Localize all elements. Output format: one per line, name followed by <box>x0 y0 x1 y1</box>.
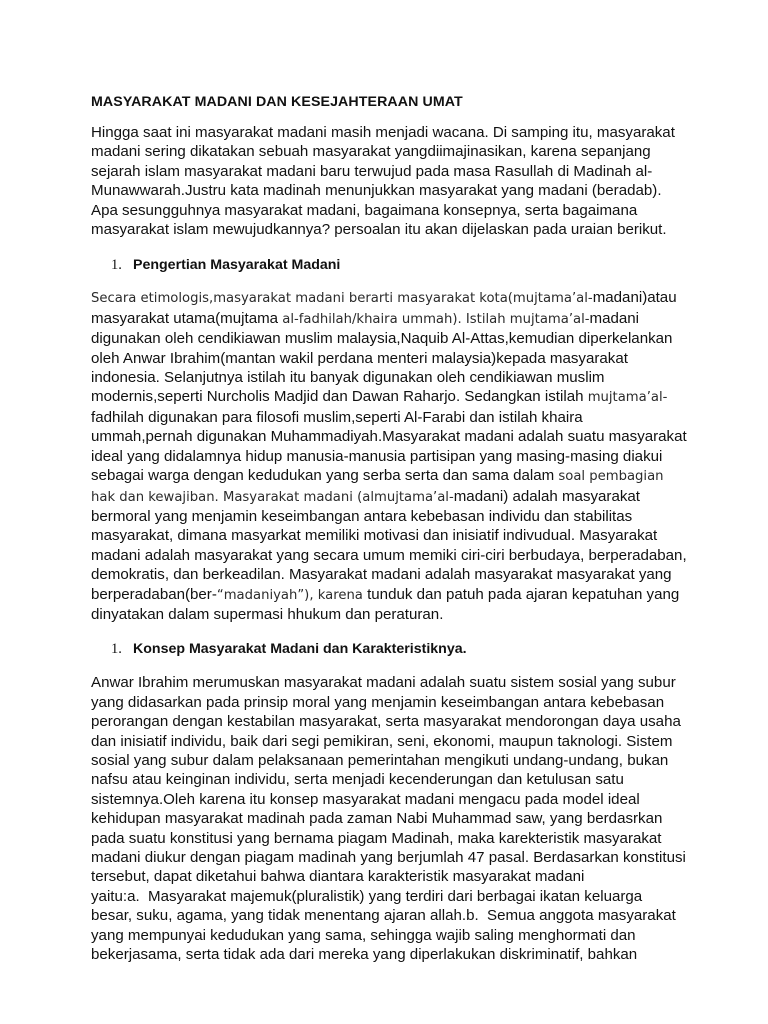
text-run: Anwar Ibrahim merumuskan masyarakat madani adalah suatu sistem sosial yang subur yang didasarkan pada prinsip moral yang menjamin keseimbangan antara kebebasan perorangan dengan kestabilan masyarakat, serta masyarakat mendorongan daya usaha dan inisiatif individu, baik dari segi pemikiran, seni, ekonomi, maupun taknologi. Sistem sosial yang subur dalam pelaksanaan pemerintahan mengikuti undang-undang, bukan nafsu atau keinginan individu, serta menjadi kecenderungan dan ketulusan satu sistemnya.Oleh karena itu konsep masyarakat madani mengacu pada model ideal kehidupan masyarakat madinah pada zaman Nabi Muhammad saw, yang berdasrkan pada suatu konstitusi yang bernama piagam Madinah, maka karekteristik masyarakat madani diukur dengan piagam madinah yang berjumlah 47 pasal. Berdasarkan konstitusi tersebut, dapat diketahui bahwa diantara karakteristik masyarakat madani yaitu:a. Masyarakat majemuk(pluralistik) yang terdiri dari berbagai ikatan keluarga besar, suku, agama, yang tidak menentang ajaran allah.b. Semua anggota masyarakat yang mempunyai kedudukan yang sama, sehingga wajib saling menghormati dan bekerjasama, serta tidak ada dari mereka yang diperlakukan diskriminatif, bahkan <box>91 674 686 964</box>
intro-paragraph: Hingga saat ini masyarakat madani masih menjadi wacana. Di samping itu, masyarakat madani sering dikatakan sebuah masyarakat yangdiimajinasikan, karena sepanjang sejarah islam masyarakat madani baru terwujud pada masa Rasullah di Madinah al-Munawwarah.Justru kata madinah menunjukkan masyarakat yang madani (beradab). Apa sesungguhnya masyarakat madani, bagaimana konsepnya, serta bagaimana masyarakat islam mewujudkannya? persoalan itu akan dijelaskan pada uraian berikut. <box>91 124 675 239</box>
text-run: Secara etimologis,masyarakat madani berarti masyarakat kota(mujtama’al- <box>91 291 593 307</box>
section-paragraph-konsep <box>91 673 687 964</box>
text-run: mujtama’al- <box>587 390 668 406</box>
section-heading-text: Pengertian Masyarakat Madani <box>133 257 341 274</box>
text-run: “madaniyah”), karena <box>216 587 363 603</box>
section-heading-pengertian <box>91 254 687 276</box>
text-run: fadhilah digunakan para filosofi muslim,seperti Al-Farabi dan istilah khaira ummah,pernah digunakan Muhammadiyah.Masyarakat madani adalah suatu masyarakat ideal yang didalamnya hidup manusia-manusia partisipan yang masing-masing diakui sebagai warga dengan kedudukan yang serba serta dan sama dalam <box>91 408 687 485</box>
section-number: 1. <box>111 641 122 658</box>
section-heading-konsep <box>91 638 687 660</box>
document-body <box>91 90 687 964</box>
document-title: MASYARAKAT MADANI DAN KESEJAHTERAAN UMAT <box>91 94 463 110</box>
text-run: al-fadhilah/khaira ummah). Istilah mujtama’al- <box>282 311 590 327</box>
text-run: madani) adalah masyarakat bermoral yang menjamin keseimbangan antara kebebasan individu dan stabilitas masyarakat, dimana masyarkat memiliki motivasi dan inisiatif indivudual. Masyarakat madani adalah masyarakat yang secara umum memiki ciri-ciri berbudaya, berperadaban, demokratis, dan berkeadilan. Masyarakat madani adalah masyarakat masyarakat yang berperadaban(ber- <box>91 487 687 603</box>
section-paragraph-pengertian <box>91 288 687 624</box>
text-run: soal pembagian hak dan kewajiban. Masyarakat madani (almujtama’al- <box>91 469 664 505</box>
text-run: tunduk dan patuh pada ajaran kepatuhan yang dinyatakan dalam supermasi hhukum dan peraturan. <box>91 585 680 623</box>
section-heading-text: Konsep Masyarakat Madani dan Karakteristiknya. <box>133 641 467 658</box>
text-run: madani digunakan oleh cendikiawan muslim malaysia,Naquib Al-Attas,kemudian diperkelankan oleh Anwar Ibrahim(mantan wakil perdana menteri malaysia)kepada masyarakat indonesia. Selanjutnya istilah itu banyak digunakan oleh cendikiawan muslim modernis,seperti Nurcholis Madjid dan Dawan Raharjo. Sedangkan istilah <box>91 309 673 406</box>
text-run: madani)atau masyarakat utama(mujtama <box>91 289 677 327</box>
section-number: 1. <box>111 257 122 274</box>
